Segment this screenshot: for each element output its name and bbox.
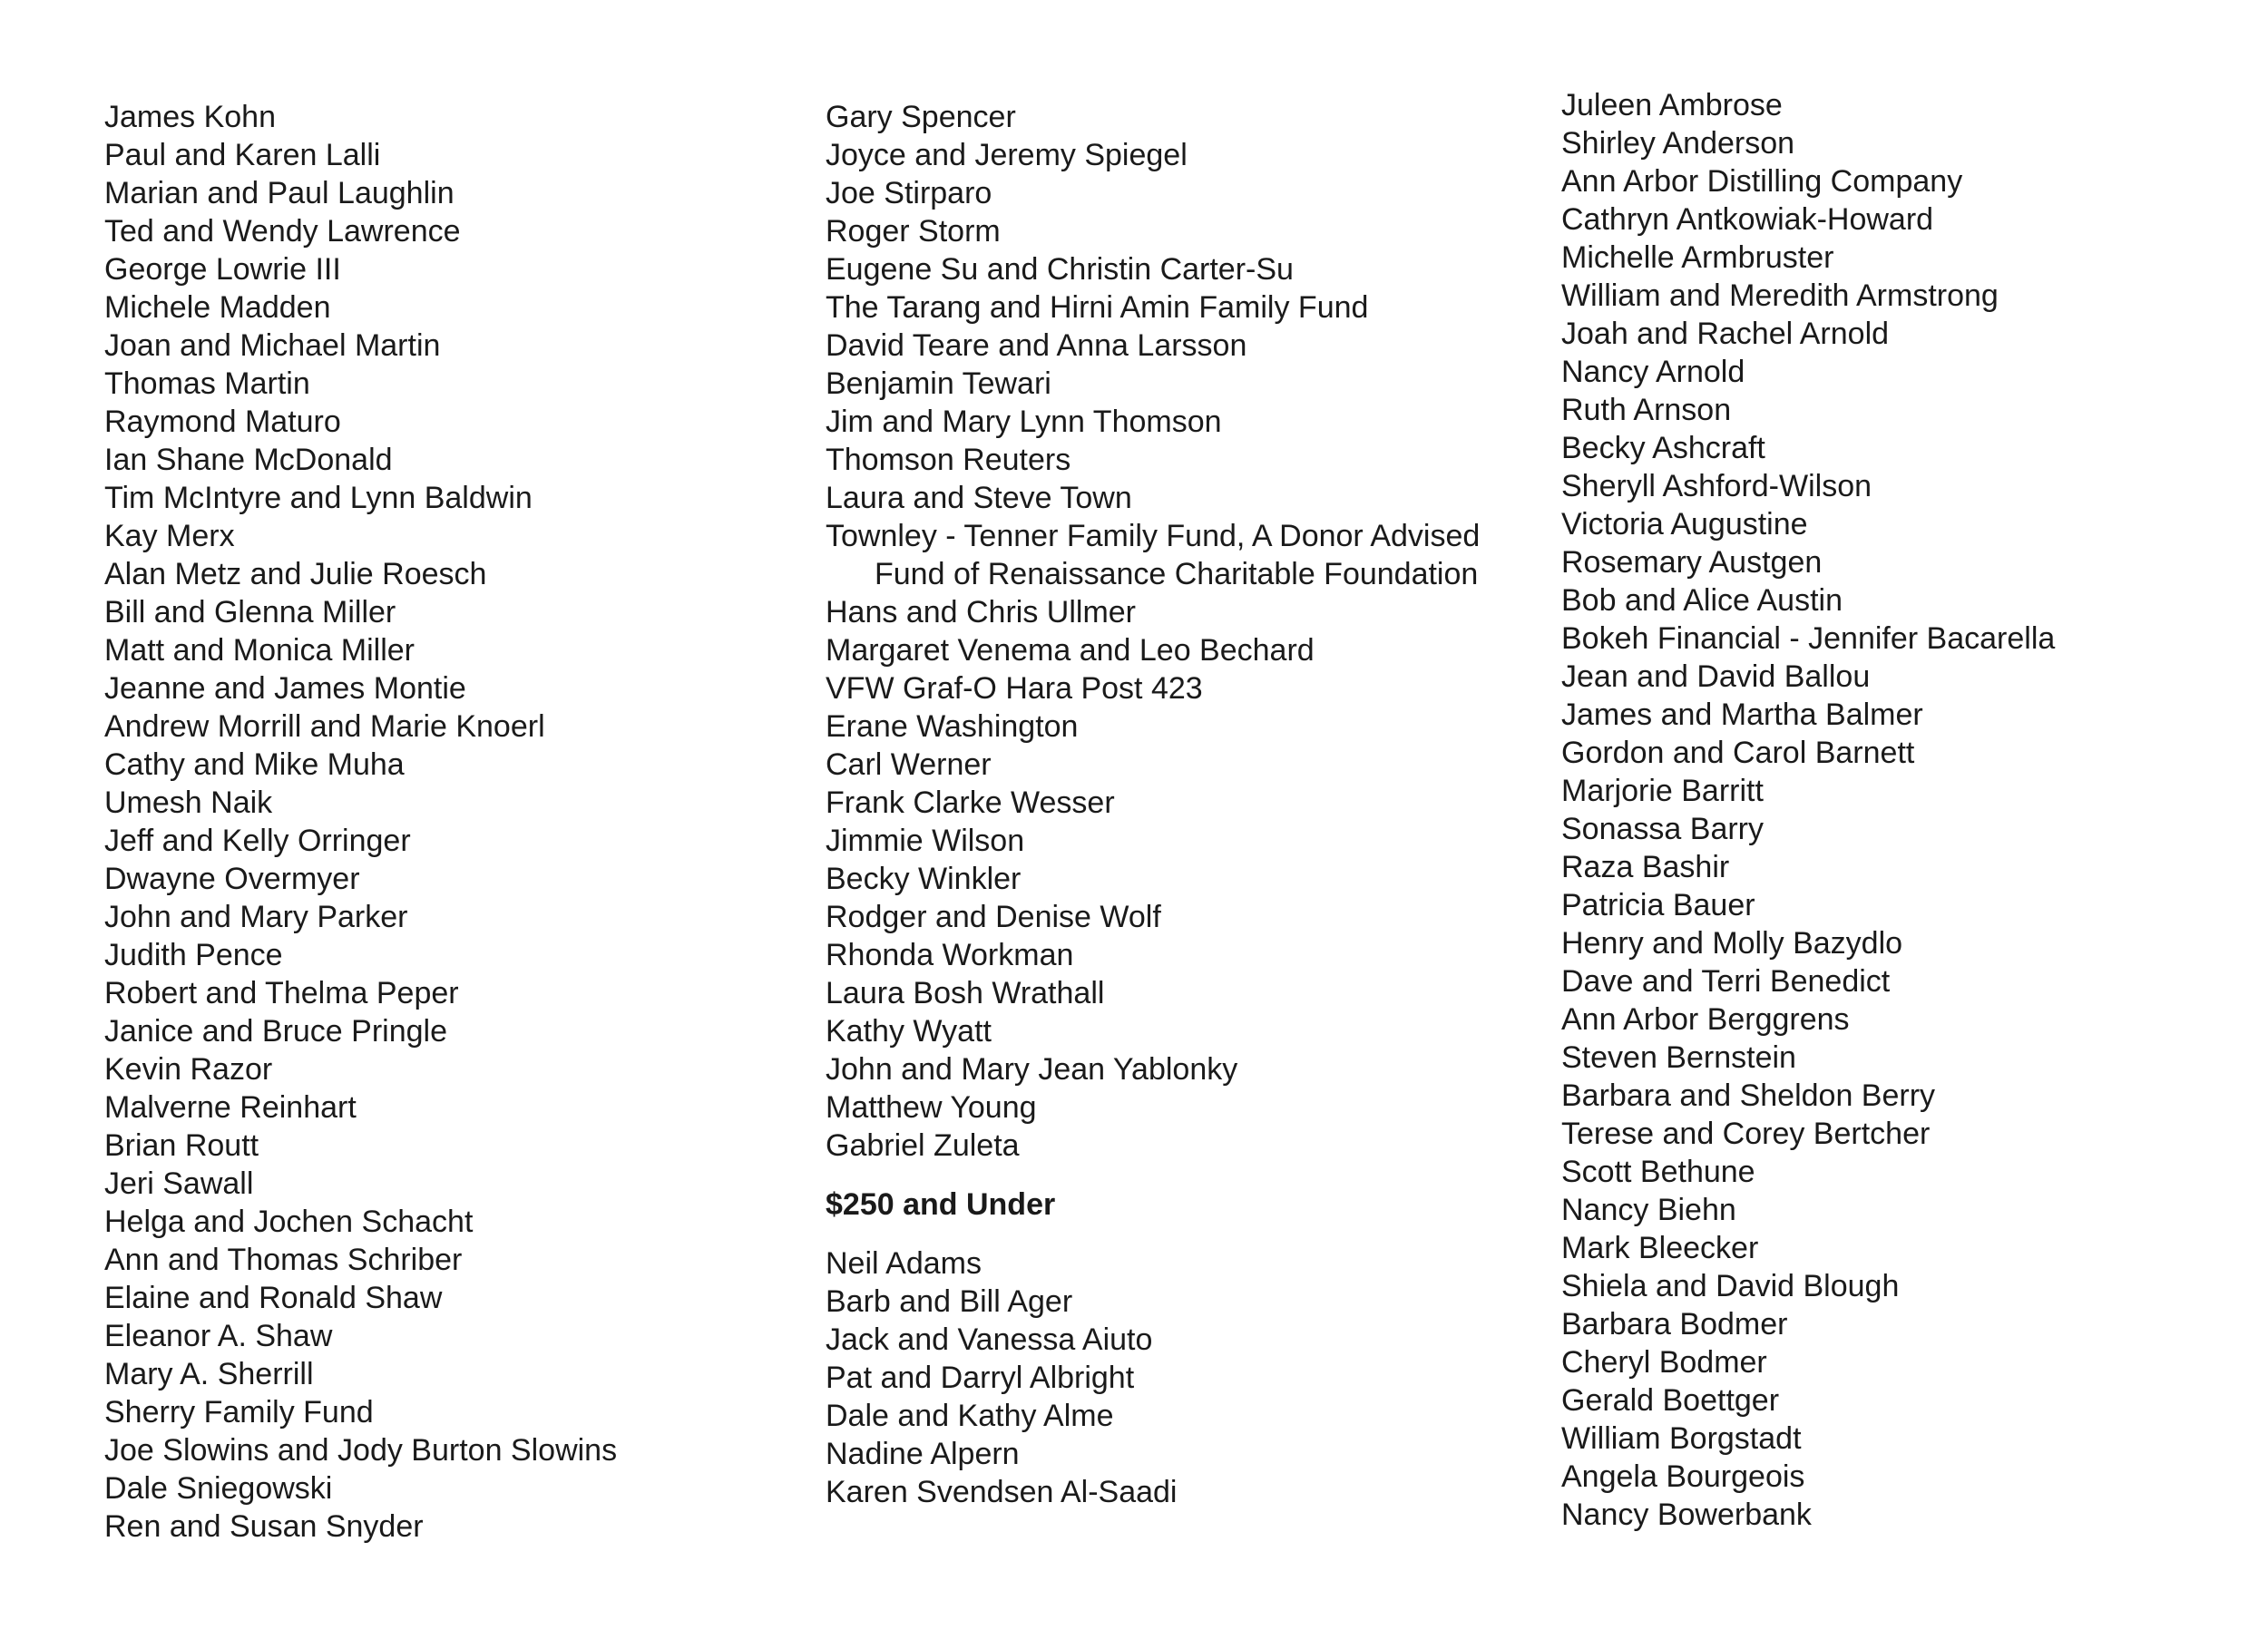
donor-name: James Kohn: [104, 100, 276, 134]
donor-name: Cathy and Mike Muha: [104, 747, 405, 782]
donor-name: Jeanne and James Montie: [104, 671, 466, 706]
donor-name: Nancy Bowerbank: [1561, 1498, 1812, 1532]
donor-name: Angela Bourgeois: [1561, 1459, 1805, 1494]
donor-name: Karen Svendsen Al-Saadi: [826, 1475, 1178, 1509]
donor-name: Benjamin Tewari: [826, 366, 1051, 401]
donor-name: George Lowrie III: [104, 252, 341, 287]
donor-name: Brian Routt: [104, 1128, 259, 1163]
donor-name: Jim and Mary Lynn Thomson: [826, 405, 1222, 439]
donor-name: Joah and Rachel Arnold: [1561, 317, 1890, 351]
donor-name: Erane Washington: [826, 709, 1079, 744]
donor-name: Ruth Arnson: [1561, 393, 1732, 427]
donor-name: Becky Winkler: [826, 862, 1022, 896]
donor-name: Barbara and Sheldon Berry: [1561, 1078, 1936, 1113]
donor-name: Bokeh Financial - Jennifer Bacarella: [1561, 621, 2056, 656]
donor-name: Frank Clarke Wesser: [826, 785, 1115, 820]
donor-name: Townley - Tenner Family Fund, A Donor Advised: [826, 519, 1481, 553]
donor-name: Carl Werner: [826, 747, 992, 782]
donor-name: Mary A. Sherrill: [104, 1357, 314, 1391]
donor-name: Juleen Ambrose: [1561, 88, 1783, 122]
donor-list: [826, 1244, 1480, 1511]
donor-name: Eugene Su and Christin Carter-Su: [826, 252, 1294, 287]
donor-name: Patricia Bauer: [1561, 888, 1755, 922]
donor-name: Michelle Armbruster: [1561, 240, 1834, 275]
donor-name: Pat and Darryl Albright: [826, 1361, 1135, 1395]
donor-name: Gabriel Zuleta: [826, 1128, 1020, 1163]
donor-name: Dale and Kathy Alme: [826, 1399, 1114, 1433]
donor-name: Barbara Bodmer: [1561, 1307, 1788, 1342]
donor-name: Tim McIntyre and Lynn Baldwin: [104, 481, 533, 515]
donor-name: Sheryll Ashford-Wilson: [1561, 469, 1872, 503]
donor-name: Umesh Naik: [104, 785, 273, 820]
donor-name: William Borgstadt: [1561, 1421, 1802, 1456]
donor-name: Alan Metz and Julie Roesch: [104, 557, 487, 591]
donor-column-3: [1561, 86, 2055, 1534]
donor-name: Kevin Razor: [104, 1052, 273, 1087]
donor-name: Rosemary Austgen: [1561, 545, 1823, 580]
donor-name: Nadine Alpern: [826, 1437, 1020, 1471]
section-heading-250-and-under: $250 and Under: [826, 1187, 1056, 1222]
donor-name: Ann Arbor Berggrens: [1561, 1002, 1850, 1037]
donor-name: Ann and Thomas Schriber: [104, 1243, 463, 1277]
donor-name: Steven Bernstein: [1561, 1040, 1796, 1075]
donor-name: Gerald Boettger: [1561, 1383, 1780, 1418]
donor-name: Jeri Sawall: [104, 1166, 254, 1201]
donor-name: Terese and Corey Bertcher: [1561, 1117, 1931, 1151]
donor-name: Thomson Reuters: [826, 443, 1071, 477]
donor-name: Joyce and Jeremy Spiegel: [826, 138, 1188, 172]
donor-name: Nancy Biehn: [1561, 1193, 1736, 1227]
donor-name: Ian Shane McDonald: [104, 443, 393, 477]
donor-name: Paul and Karen Lalli: [104, 138, 381, 172]
donor-name: VFW Graf-O Hara Post 423: [826, 671, 1203, 706]
donor-name: Mark Bleecker: [1561, 1231, 1759, 1265]
donor-name: Malverne Reinhart: [104, 1090, 357, 1125]
donor-name: Marjorie Barritt: [1561, 774, 1764, 808]
donor-name: Dwayne Overmyer: [104, 862, 360, 896]
donor-name: Joe Slowins and Jody Burton Slowins: [104, 1433, 618, 1468]
donor-name: William and Meredith Armstrong: [1561, 278, 1999, 313]
donor-name: Sherry Family Fund: [104, 1395, 374, 1429]
donor-name: Jimmie Wilson: [826, 824, 1025, 858]
donor-name: Marian and Paul Laughlin: [104, 176, 455, 210]
donor-name: Nancy Arnold: [1561, 355, 1745, 389]
donor-name: Barb and Bill Ager: [826, 1284, 1073, 1319]
donor-name: Sonassa Barry: [1561, 812, 1764, 846]
donor-name: Janice and Bruce Pringle: [104, 1014, 448, 1049]
donor-name: Judith Pence: [104, 938, 283, 972]
donor-column-1: [104, 98, 617, 1546]
donor-name: Matt and Monica Miller: [104, 633, 415, 668]
donor-name: Gary Spencer: [826, 100, 1016, 134]
donor-name: Jeff and Kelly Orringer: [104, 824, 411, 858]
donor-name: Raymond Maturo: [104, 405, 341, 439]
donor-name: David Teare and Anna Larsson: [826, 328, 1247, 363]
donor-name: The Tarang and Hirni Amin Family Fund: [826, 290, 1369, 325]
donor-name: Ted and Wendy Lawrence: [104, 214, 461, 249]
donor-name: Bob and Alice Austin: [1561, 583, 1843, 618]
donor-list: [826, 98, 1480, 1165]
donor-name: Ren and Susan Snyder: [104, 1509, 424, 1544]
donor-name: Dave and Terri Benedict: [1561, 964, 1891, 999]
donor-name: Matthew Young: [826, 1090, 1037, 1125]
donor-name: Rodger and Denise Wolf: [826, 900, 1161, 934]
donor-list: [104, 98, 617, 1546]
donor-name: John and Mary Parker: [104, 900, 408, 934]
donor-name: Shirley Anderson: [1561, 126, 1795, 161]
donor-name: Victoria Augustine: [1561, 507, 1808, 542]
donor-name: Scott Bethune: [1561, 1155, 1755, 1189]
donor-name: Roger Storm: [826, 214, 1001, 249]
donor-name: Eleanor A. Shaw: [104, 1319, 333, 1353]
donor-name: Laura Bosh Wrathall: [826, 976, 1105, 1010]
donor-name: Cheryl Bodmer: [1561, 1345, 1767, 1380]
donor-name: Margaret Venema and Leo Bechard: [826, 633, 1315, 668]
donor-name: John and Mary Jean Yablonky: [826, 1052, 1238, 1087]
donor-name: Joe Stirparo: [826, 176, 992, 210]
donor-column-2: [826, 98, 1480, 1511]
donor-name: Robert and Thelma Peper: [104, 976, 459, 1010]
donor-name: Gordon and Carol Barnett: [1561, 736, 1915, 770]
donor-name: Bill and Glenna Miller: [104, 595, 396, 629]
donor-name: Joan and Michael Martin: [104, 328, 441, 363]
donor-name: Rhonda Workman: [826, 938, 1074, 972]
donor-name: Ann Arbor Distilling Company: [1561, 164, 1963, 199]
donor-name: Helga and Jochen Schacht: [104, 1205, 474, 1239]
donor-list: [1561, 86, 2055, 1534]
donor-name: Kay Merx: [104, 519, 235, 553]
donor-name: Jack and Vanessa Aiuto: [826, 1322, 1153, 1357]
donor-name: Henry and Molly Bazydlo: [1561, 926, 1903, 961]
donor-name-continuation: Fund of Renaissance Charitable Foundation: [875, 557, 1479, 591]
donor-name: Shiela and David Blough: [1561, 1269, 1900, 1303]
donor-name: Dale Sniegowski: [104, 1471, 333, 1506]
donor-name: Becky Ashcraft: [1561, 431, 1765, 465]
donor-name: Kathy Wyatt: [826, 1014, 992, 1049]
donor-name: Michele Madden: [104, 290, 331, 325]
donor-name: Neil Adams: [826, 1246, 982, 1281]
donor-name: Raza Bashir: [1561, 850, 1730, 884]
donor-name: Cathryn Antkowiak-Howard: [1561, 202, 1934, 237]
donor-name: Laura and Steve Town: [826, 481, 1132, 515]
donor-name: James and Martha Balmer: [1561, 698, 1923, 732]
donor-name: Jean and David Ballou: [1561, 659, 1871, 694]
donor-name: Thomas Martin: [104, 366, 310, 401]
donor-name: Andrew Morrill and Marie Knoerl: [104, 709, 545, 744]
donor-name: Elaine and Ronald Shaw: [104, 1281, 443, 1315]
donor-name: Hans and Chris Ullmer: [826, 595, 1136, 629]
